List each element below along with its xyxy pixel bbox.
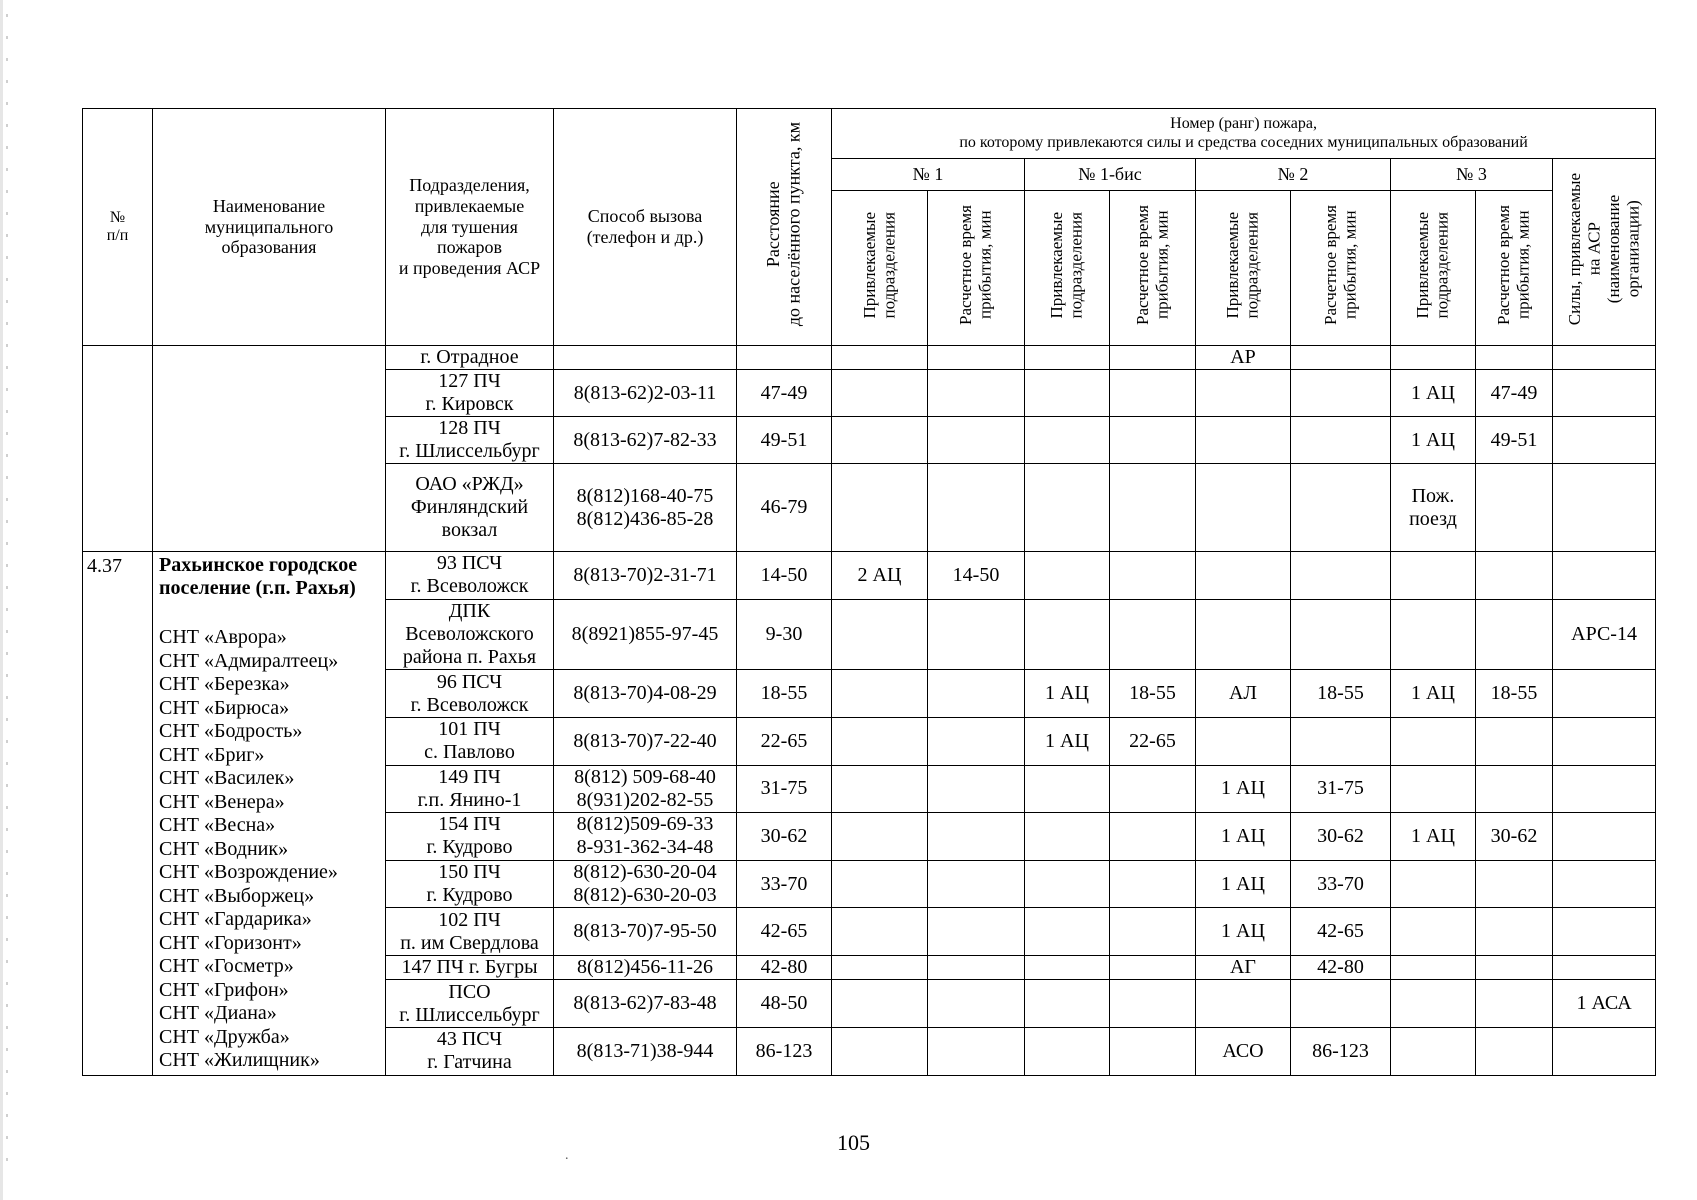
asr-forces-cell — [1553, 370, 1656, 417]
rank3-time-cell — [1476, 599, 1553, 670]
distance-cell: 18-55 — [737, 670, 832, 718]
phone-cell: 8(8921)855-97-45 — [554, 599, 737, 670]
rank1bis-units-cell: 1 АЦ — [1025, 670, 1110, 718]
rank2-time-cell — [1291, 464, 1391, 552]
table-row — [83, 552, 1656, 600]
rank3-time-cell — [1476, 346, 1553, 370]
phone-cell: 8(812)509-69-33 8-931-362-34-48 — [554, 813, 737, 861]
rank2-units-cell: АР — [1196, 346, 1291, 370]
rank1bis-units-cell — [1025, 955, 1110, 979]
rank2-units-cell — [1196, 718, 1291, 766]
rank2-units-cell — [1196, 599, 1291, 670]
rank2-units-cell: 1 АЦ — [1196, 908, 1291, 956]
rank1-units-cell — [832, 464, 928, 552]
distance-cell: 14-50 — [737, 552, 832, 600]
rank2-units-cell: 1 АЦ — [1196, 765, 1291, 813]
rank3-units-cell — [1391, 955, 1476, 979]
unit-cell: ПСО г. Шлиссельбург — [386, 980, 554, 1028]
continued-number-cell — [83, 346, 153, 552]
rank3-units-cell: 1 АЦ — [1391, 670, 1476, 718]
rank2-time-cell: 42-65 — [1291, 908, 1391, 956]
unit-cell: 150 ПЧ г. Кудрово — [386, 860, 554, 908]
asr-forces-cell — [1553, 1027, 1656, 1075]
asr-forces-cell — [1553, 813, 1656, 861]
unit-cell: 147 ПЧ г. Бугры — [386, 955, 554, 979]
distance-cell: 47-49 — [737, 370, 832, 417]
phone-cell: 8(813-70)4-08-29 — [554, 670, 737, 718]
header-rank1bis-units: Привлекаемые подразделения — [1025, 191, 1110, 346]
distance-cell: 48-50 — [737, 980, 832, 1028]
rank1bis-units-cell — [1025, 860, 1110, 908]
rank2-time-cell — [1291, 370, 1391, 417]
header-asr-forces: Силы, привлекаемые на АСР (наименование организации) — [1553, 159, 1656, 346]
rank1-time-cell — [928, 908, 1025, 956]
scan-edge-marks — [6, 14, 8, 1164]
rank3-time-cell — [1476, 955, 1553, 979]
phone-cell: 8(812) 509-68-40 8(931)202-82-55 — [554, 765, 737, 813]
rank1-units-cell — [832, 670, 928, 718]
distance-cell: 22-65 — [737, 718, 832, 766]
header-rank1-units: Привлекаемые подразделения — [832, 191, 928, 346]
asr-forces-cell — [1553, 346, 1656, 370]
rank3-time-cell — [1476, 980, 1553, 1028]
rank1bis-time-cell — [1110, 1027, 1196, 1075]
rank1bis-units-cell — [1025, 813, 1110, 861]
phone-cell: 8(813-70)7-22-40 — [554, 718, 737, 766]
rank1-units-cell — [832, 599, 928, 670]
unit-cell: ОАО «РЖД» Финляндский вокзал — [386, 464, 554, 552]
rank2-time-cell — [1291, 346, 1391, 370]
rank2-time-cell: 18-55 — [1291, 670, 1391, 718]
header-rank1bis-time: Расчетное время прибытия, мин — [1110, 191, 1196, 346]
header-rank-1bis: № 1-бис — [1025, 159, 1196, 191]
header-mo-name: Наименование муниципального образования — [153, 109, 386, 346]
unit-cell: 93 ПСЧ г. Всеволожск — [386, 552, 554, 600]
header-rank1-time: Расчетное время прибытия, мин — [928, 191, 1025, 346]
distance-cell: 46-79 — [737, 464, 832, 552]
rank3-units-cell — [1391, 552, 1476, 600]
rank1bis-time-cell — [1110, 370, 1196, 417]
distance-cell: 86-123 — [737, 1027, 832, 1075]
rank1bis-units-cell — [1025, 417, 1110, 464]
unit-cell: г. Отрадное — [386, 346, 554, 370]
rank1bis-time-cell — [1110, 813, 1196, 861]
asr-forces-cell: 1 АСА — [1553, 980, 1656, 1028]
phone-cell: 8(813-70)2-31-71 — [554, 552, 737, 600]
mo-title: Рахьинское городское поселение (г.п. Рахья) — [159, 554, 358, 599]
asr-forces-cell — [1553, 670, 1656, 718]
rank1-units-cell — [832, 980, 928, 1028]
header-rank2-time: Расчетное время прибытия, мин — [1291, 191, 1391, 346]
rank3-units-cell — [1391, 599, 1476, 670]
asr-forces-cell — [1553, 552, 1656, 600]
rank1-time-cell — [928, 599, 1025, 670]
unit-cell: 127 ПЧ г. Кировск — [386, 370, 554, 417]
rank1-time-cell — [928, 417, 1025, 464]
rank3-units-cell — [1391, 908, 1476, 956]
entry-mo-cell — [153, 552, 386, 1076]
rank2-time-cell — [1291, 599, 1391, 670]
phone-cell: 8(813-62)2-03-11 — [554, 370, 737, 417]
rank1-time-cell — [928, 765, 1025, 813]
scan-dot: . — [565, 1148, 569, 1163]
rank2-units-cell — [1196, 980, 1291, 1028]
rank1bis-time-cell — [1110, 346, 1196, 370]
rank1bis-units-cell — [1025, 599, 1110, 670]
rank1bis-units-cell — [1025, 464, 1110, 552]
rank2-units-cell — [1196, 417, 1291, 464]
rank2-time-cell: 33-70 — [1291, 860, 1391, 908]
rank1bis-units-cell — [1025, 980, 1110, 1028]
distance-cell: 42-65 — [737, 908, 832, 956]
snt-list: СНТ «Аврора» СНТ «Адмиралтеец» СНТ «Березка» СНТ «Бирюса» СНТ «Бодрость» СНТ «Бриг» СНТ «Василек» СНТ «Венера» СНТ «Весна» СНТ «Водник» СНТ «Возрождение» СНТ «Выборжец» СНТ «Гардарика» СНТ «Горизонт» СНТ «Госметр» СНТ «Грифон» СНТ «Диана» СНТ «Дружба» СНТ «Жилищник» — [159, 626, 339, 1071]
rank3-units-cell: 1 АЦ — [1391, 813, 1476, 861]
entry-index: 4.37 — [83, 552, 153, 1076]
rank3-time-cell: 49-51 — [1476, 417, 1553, 464]
rank1-units-cell: 2 АЦ — [832, 552, 928, 600]
rank1bis-units-cell — [1025, 908, 1110, 956]
header-fire-rank: Номер (ранг) пожара, по которому привлекаются силы и средства соседних муниципальных образований — [832, 109, 1656, 159]
rank2-time-cell — [1291, 718, 1391, 766]
rank1bis-time-cell: 22-65 — [1110, 718, 1196, 766]
rank3-time-cell: 18-55 — [1476, 670, 1553, 718]
header-rank3-units: Привлекаемые подразделения — [1391, 191, 1476, 346]
distance-cell — [737, 346, 832, 370]
rank1bis-time-cell — [1110, 765, 1196, 813]
rank3-time-cell — [1476, 765, 1553, 813]
rank3-time-cell — [1476, 718, 1553, 766]
asr-forces-cell — [1553, 417, 1656, 464]
rank1-time-cell — [928, 670, 1025, 718]
unit-cell: 149 ПЧ г.п. Янино-1 — [386, 765, 554, 813]
header-rank-2: № 2 — [1196, 159, 1391, 191]
header-rank-1: № 1 — [832, 159, 1025, 191]
asr-forces-cell — [1553, 765, 1656, 813]
rank2-units-cell: 1 АЦ — [1196, 860, 1291, 908]
rank1-units-cell — [832, 370, 928, 417]
rank1-units-cell — [832, 718, 928, 766]
rank1bis-units-cell: 1 АЦ — [1025, 718, 1110, 766]
rank2-time-cell: 30-62 — [1291, 813, 1391, 861]
rank1-time-cell — [928, 346, 1025, 370]
rank1bis-units-cell — [1025, 765, 1110, 813]
phone-cell — [554, 346, 737, 370]
unit-cell: 154 ПЧ г. Кудрово — [386, 813, 554, 861]
rank1bis-time-cell — [1110, 599, 1196, 670]
rank3-time-cell: 30-62 — [1476, 813, 1553, 861]
distance-cell: 49-51 — [737, 417, 832, 464]
rank1bis-time-cell — [1110, 955, 1196, 979]
rank1-units-cell — [832, 860, 928, 908]
unit-cell: 101 ПЧ с. Павлово — [386, 718, 554, 766]
header-number: № п/п — [83, 109, 153, 346]
header-rank3-time: Расчетное время прибытия, мин — [1476, 191, 1553, 346]
header-call-method: Способ вызова (телефон и др.) — [554, 109, 737, 346]
phone-cell: 8(813-71)38-944 — [554, 1027, 737, 1075]
rank2-time-cell: 42-80 — [1291, 955, 1391, 979]
rank2-units-cell: АГ — [1196, 955, 1291, 979]
rank1bis-time-cell — [1110, 417, 1196, 464]
asr-forces-cell — [1553, 718, 1656, 766]
rank1-units-cell — [832, 955, 928, 979]
unit-cell: 43 ПСЧ г. Гатчина — [386, 1027, 554, 1075]
rank1bis-units-cell — [1025, 552, 1110, 600]
continued-mo-cell — [153, 346, 386, 552]
rank2-time-cell — [1291, 980, 1391, 1028]
rank1-time-cell — [928, 980, 1025, 1028]
rank2-units-cell: 1 АЦ — [1196, 813, 1291, 861]
header-rank-3: № 3 — [1391, 159, 1553, 191]
phone-cell: 8(813-70)7-95-50 — [554, 908, 737, 956]
rank1-time-cell: 14-50 — [928, 552, 1025, 600]
rank2-time-cell: 86-123 — [1291, 1027, 1391, 1075]
rank1bis-time-cell: 18-55 — [1110, 670, 1196, 718]
rank1-units-cell — [832, 813, 928, 861]
rank3-time-cell — [1476, 860, 1553, 908]
asr-forces-cell: АРС-14 — [1553, 599, 1656, 670]
table-row — [83, 346, 1656, 370]
rank2-units-cell — [1196, 552, 1291, 600]
page-number: 105 — [837, 1130, 870, 1155]
asr-forces-cell — [1553, 955, 1656, 979]
rank1-time-cell — [928, 370, 1025, 417]
rank1-units-cell — [832, 765, 928, 813]
rank1-time-cell — [928, 955, 1025, 979]
rank2-units-cell: АСО — [1196, 1027, 1291, 1075]
unit-cell: 102 ПЧ п. им Свердлова — [386, 908, 554, 956]
phone-cell: 8(812)456-11-26 — [554, 955, 737, 979]
rank1bis-time-cell — [1110, 980, 1196, 1028]
unit-cell: 96 ПСЧ г. Всеволожск — [386, 670, 554, 718]
rank1-time-cell — [928, 1027, 1025, 1075]
rank3-time-cell — [1476, 908, 1553, 956]
rank2-time-cell: 31-75 — [1291, 765, 1391, 813]
rank2-time-cell — [1291, 417, 1391, 464]
rank1bis-units-cell — [1025, 370, 1110, 417]
rank1bis-units-cell — [1025, 1027, 1110, 1075]
asr-forces-cell — [1553, 464, 1656, 552]
rank1bis-time-cell — [1110, 860, 1196, 908]
rank3-units-cell — [1391, 346, 1476, 370]
rank3-units-cell — [1391, 718, 1476, 766]
rank3-units-cell — [1391, 980, 1476, 1028]
rank1bis-time-cell — [1110, 908, 1196, 956]
rank3-time-cell — [1476, 464, 1553, 552]
fire-resources-table — [82, 108, 1656, 1076]
header-distance: Расстояние до населённого пункта, км — [737, 109, 832, 346]
asr-forces-cell — [1553, 860, 1656, 908]
phone-cell: 8(812)168-40-75 8(812)436-85-28 — [554, 464, 737, 552]
phone-cell: 8(813-62)7-82-33 — [554, 417, 737, 464]
rank3-units-cell — [1391, 860, 1476, 908]
distance-cell: 30-62 — [737, 813, 832, 861]
distance-cell: 33-70 — [737, 860, 832, 908]
unit-cell: ДПК Всеволожского района п. Рахья — [386, 599, 554, 670]
rank3-units-cell: Пож. поезд — [1391, 464, 1476, 552]
unit-cell: 128 ПЧ г. Шлиссельбург — [386, 417, 554, 464]
distance-cell: 42-80 — [737, 955, 832, 979]
rank2-units-cell: АЛ — [1196, 670, 1291, 718]
rank1-units-cell — [832, 908, 928, 956]
rank2-units-cell — [1196, 464, 1291, 552]
header-rank2-units: Привлекаемые подразделения — [1196, 191, 1291, 346]
page-edge — [0, 0, 3, 1200]
header-units: Подразделения, привлекаемые для тушения пожаров и проведения АСР — [386, 109, 554, 346]
rank1bis-time-cell — [1110, 552, 1196, 600]
rank3-units-cell: 1 АЦ — [1391, 417, 1476, 464]
phone-cell: 8(813-62)7-83-48 — [554, 980, 737, 1028]
rank1-time-cell — [928, 464, 1025, 552]
phone-cell: 8(812)-630-20-04 8(812)-630-20-03 — [554, 860, 737, 908]
rank1bis-units-cell — [1025, 346, 1110, 370]
rank1-units-cell — [832, 417, 928, 464]
rank3-units-cell — [1391, 1027, 1476, 1075]
rank2-units-cell — [1196, 370, 1291, 417]
rank1bis-time-cell — [1110, 464, 1196, 552]
rank3-units-cell — [1391, 765, 1476, 813]
rank3-time-cell — [1476, 1027, 1553, 1075]
rank1-units-cell — [832, 346, 928, 370]
rank2-time-cell — [1291, 552, 1391, 600]
asr-forces-cell — [1553, 908, 1656, 956]
distance-cell: 9-30 — [737, 599, 832, 670]
rank1-units-cell — [832, 1027, 928, 1075]
rank3-units-cell: 1 АЦ — [1391, 370, 1476, 417]
rank3-time-cell — [1476, 552, 1553, 600]
distance-cell: 31-75 — [737, 765, 832, 813]
rank3-time-cell: 47-49 — [1476, 370, 1553, 417]
rank1-time-cell — [928, 718, 1025, 766]
rank1-time-cell — [928, 860, 1025, 908]
rank1-time-cell — [928, 813, 1025, 861]
